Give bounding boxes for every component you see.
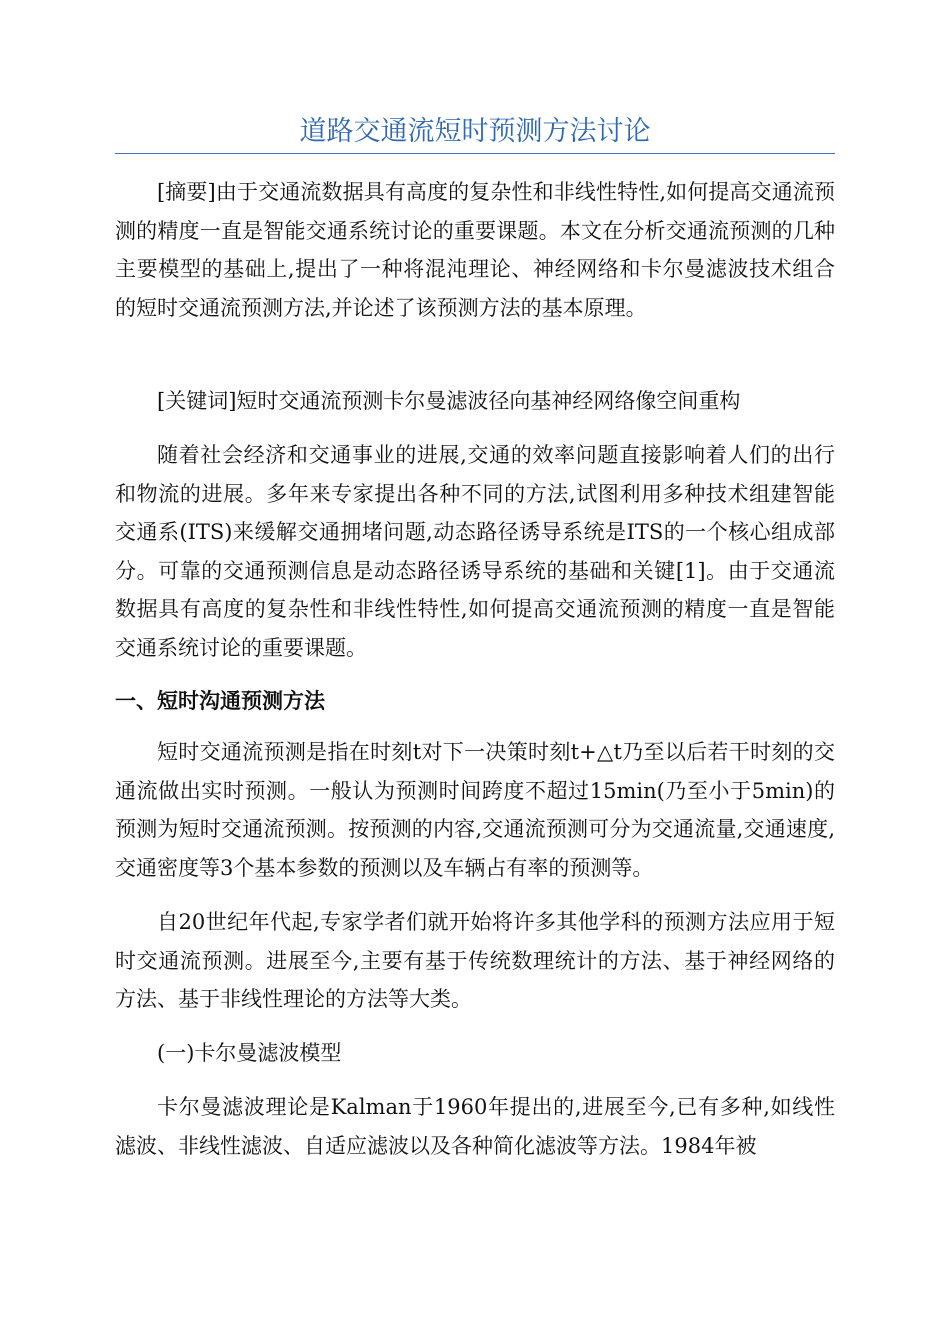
intro-paragraph: 随着社会经济和交通事业的进展,交通的效率问题直接影响着人们的出行和物流的进展。多年来专家提出各种不同的方法,试图利用多种技术组建智能交通系(ITS)来缓解交通拥堵问题,动态路径诱导系统是ITS的一个核心组成部分。可靠的交通预测信息是动态路径诱导系统的基础和关键[1]。由于交通流数据具有高度的复杂性和非线性特性,如何提高交通流预测的精度一直是智能交通系统讨论的重要课题。: [115, 443, 835, 660]
title-underline: [115, 153, 835, 154]
subsection-heading: (一)卡尔曼滤波模型: [157, 1041, 342, 1065]
section1-paragraph-2: 自20世纪年代起,专家学者们就开始将许多其他学科的预测方法应用于短时交通流预测。进展至今,主要有基于传统数理统计的方法、基于神经网络的方法、基于非线性理论的方法等大类。: [115, 910, 835, 1011]
keywords-paragraph: [关键词]短时交通流预测卡尔曼滤波径向基神经网络像空间重构: [157, 389, 741, 413]
subsection1-paragraph-1: 卡尔曼滤波理论是Kalman于1960年提出的,进展至今,已有多种,如线性滤波、非线性滤波、自适应滤波以及各种简化滤波等方法。1984年被: [115, 1095, 835, 1158]
section1-paragraph-1: 短时交通流预测是指在时刻t对下一决策时刻t+△t乃至以后若干时刻的交通流做出实时预测。一般认为预测时间跨度不超过15min(乃至小于5min)的预测为短时交通流预测。按预测的内容,交通流预测可分为交通流量,交通速度,交通密度等3个基本参数的预测以及车辆占有率的预测等。: [115, 740, 835, 880]
document-title: 道路交通流短时预测方法讨论: [299, 116, 651, 147]
section-heading: 一、短时沟通预测方法: [115, 689, 325, 713]
abstract-paragraph: [摘要]由于交通流数据具有高度的复杂性和非线性特性,如何提高交通流预测的精度一直是智能交通系统讨论的重要课题。本文在分析交通流预测的几种主要模型的基础上,提出了一种将混沌理论、神经网络和卡尔曼滤波技术组合的短时交通流预测方法,并论述了该预测方法的基本原理。: [115, 180, 835, 320]
